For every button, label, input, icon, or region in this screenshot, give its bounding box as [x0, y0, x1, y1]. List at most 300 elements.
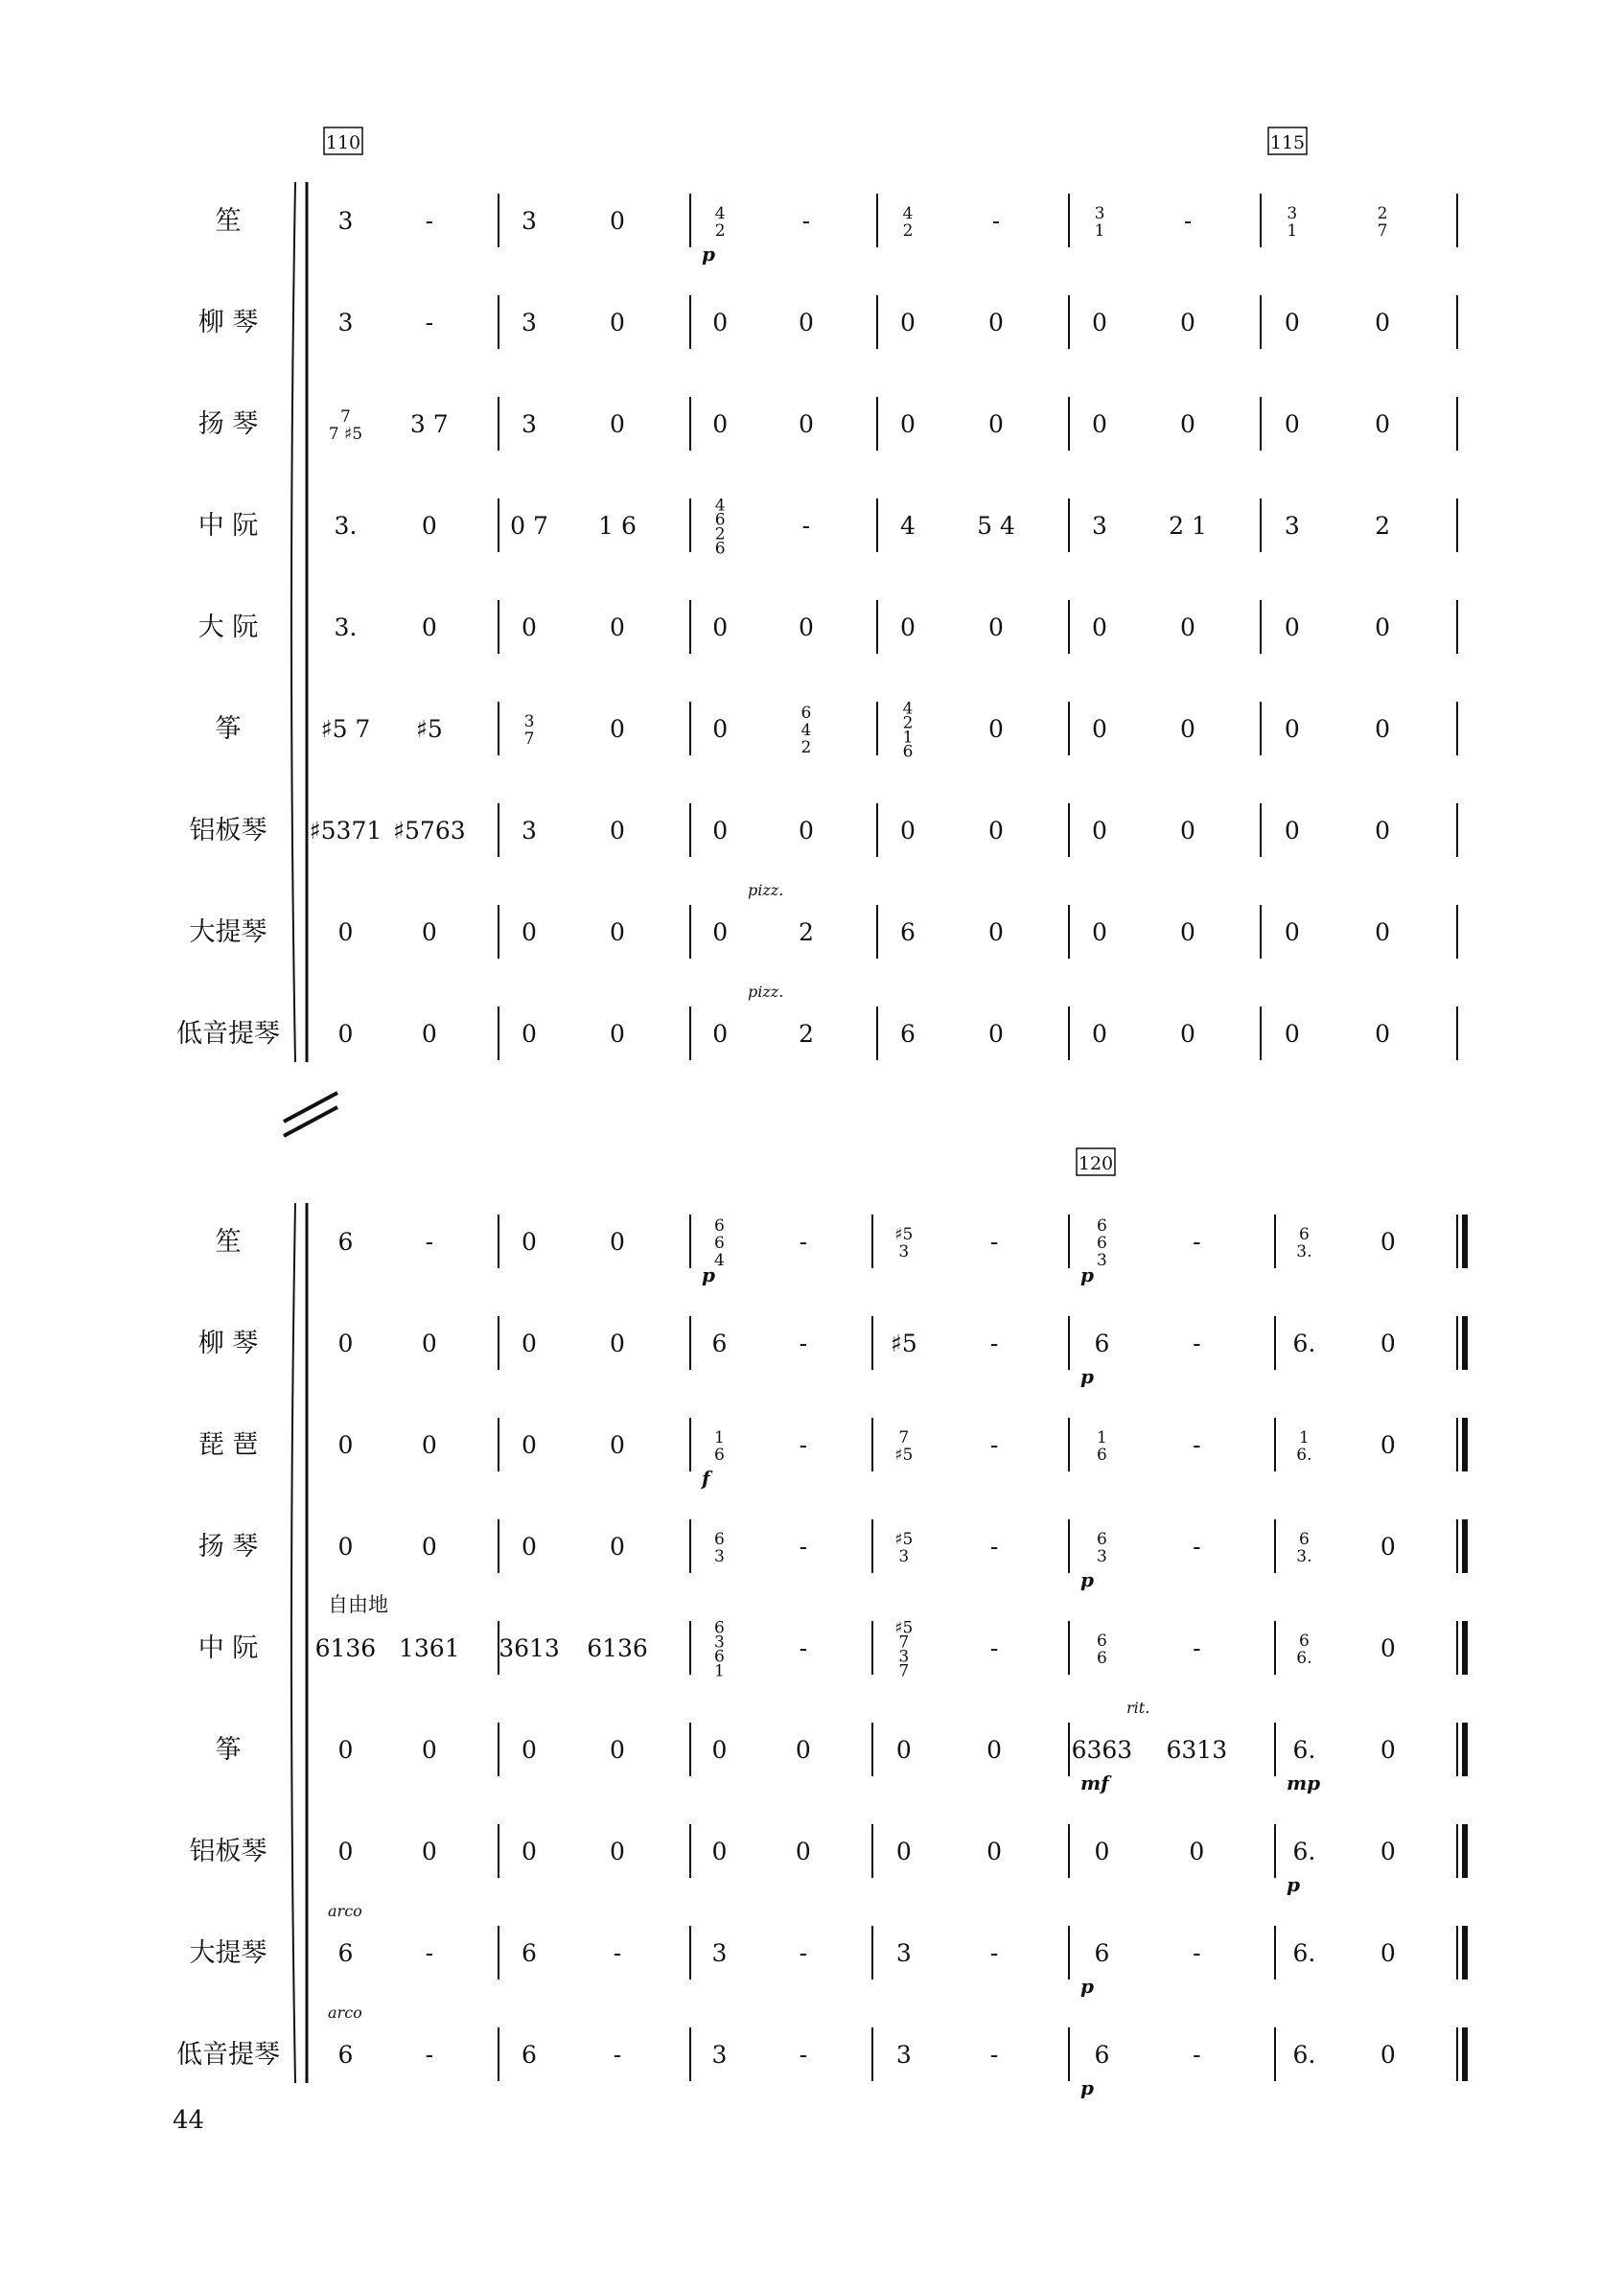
performance-mark: arco [328, 1902, 362, 1920]
chord-note: 3. [1296, 1547, 1312, 1566]
dynamic-mark: p [1080, 1365, 1094, 1388]
note: 2 [798, 918, 814, 946]
note: 0 [610, 614, 625, 641]
note: 3 [895, 1939, 912, 1967]
note: 0 [798, 614, 814, 641]
chord-note: 4 [800, 721, 812, 740]
note: 0 [988, 614, 1004, 641]
chord-note: 6 [713, 1234, 725, 1253]
staff-row [176, 983, 1457, 1060]
note: 0 [1092, 817, 1107, 845]
note: 6 [1094, 1939, 1110, 1967]
note: 0 [900, 309, 916, 336]
note: - [989, 1939, 999, 1967]
instrument-label: 扬 琴 [197, 1532, 259, 1562]
chord-note: 3. [1296, 1242, 1312, 1262]
note: 0 [522, 1736, 537, 1764]
note: 0 [1375, 614, 1391, 641]
performance-mark: rit. [1126, 1699, 1150, 1717]
note: 0 7 [510, 512, 548, 540]
rehearsal-mark: 115 [1269, 132, 1306, 153]
chord-note: 1 [1096, 1428, 1107, 1447]
note: 0 [1284, 410, 1300, 438]
note: 0 [795, 1736, 811, 1764]
note: - [989, 1228, 999, 1256]
chord-note: 7 [898, 1632, 910, 1653]
chord-note: 3 [713, 1632, 725, 1653]
performance-mark: 自由地 [328, 1593, 388, 1616]
note: 6 [900, 1020, 916, 1048]
chord-note: 2 [1377, 204, 1388, 223]
note: 5 4 [977, 512, 1015, 540]
note: 0 [1380, 1228, 1396, 1256]
note: 0 [1094, 1838, 1110, 1865]
chord-note: 3 [1287, 204, 1298, 223]
note: 3 [1284, 512, 1300, 540]
chord-note: 1 [1298, 1428, 1310, 1447]
note: ♯5 [415, 715, 443, 743]
chord-note: 3 [898, 1647, 910, 1667]
note: 0 [610, 309, 625, 336]
note: 0 [712, 918, 729, 946]
note: 0 [900, 817, 916, 845]
note: 0 [900, 410, 916, 438]
dynamic-mark: p [1287, 1873, 1300, 1896]
dynamic-mark: p [1080, 1975, 1094, 1998]
note: - [989, 1431, 999, 1459]
note: 0 [795, 1838, 811, 1865]
note: 0 [895, 1838, 912, 1865]
staff-row [198, 497, 1457, 559]
note: 0 [1284, 1020, 1300, 1048]
note: 0 [1180, 1020, 1195, 1048]
note: 0 [610, 817, 625, 845]
dynamic-mark: p [702, 1263, 715, 1286]
staff-row [216, 1215, 1466, 1286]
chord-note: 7 ♯5 [328, 425, 363, 444]
performance-mark: arco [328, 2003, 362, 2022]
note: 0 [522, 1020, 537, 1048]
chord-note: ♯5 [894, 1225, 914, 1244]
note: 3 [522, 207, 537, 235]
instrument-label: 大提琴 [189, 1938, 267, 1968]
note: 6 [337, 2041, 354, 2069]
instrument-label: 大提琴 [189, 917, 267, 947]
chord-note: 1 [713, 1661, 725, 1681]
staff-row [190, 881, 1458, 959]
chord-note: 6 [1096, 1216, 1107, 1236]
note: 6 [1094, 1330, 1110, 1357]
note: - [799, 1228, 808, 1256]
note: 0 [610, 1736, 625, 1764]
note: 0 [337, 1838, 354, 1865]
note: 2 1 [1169, 512, 1207, 540]
note: 3 [522, 410, 537, 438]
note: 3 [711, 2041, 728, 2069]
staff-row [198, 1593, 1465, 1681]
note: 6 [522, 1939, 537, 1967]
note: 0 [610, 918, 625, 946]
note: 0 [1092, 614, 1107, 641]
note: 3 7 [409, 410, 449, 438]
note: 3 [337, 309, 354, 336]
note: 3. [334, 614, 358, 641]
instrument-label: 扬 琴 [197, 409, 259, 439]
note: 0 [421, 512, 437, 540]
note: 0 [1092, 410, 1107, 438]
note: 0 [337, 1431, 354, 1459]
note: 6 [337, 1939, 354, 1967]
note: - [613, 1939, 622, 1967]
note: 0 [1380, 1330, 1396, 1357]
note: 3 [1092, 512, 1107, 540]
chord-note: 7 [339, 407, 351, 427]
note: 6 [1094, 2041, 1110, 2069]
instrument-label: 大 阮 [197, 613, 259, 642]
note: - [1193, 1634, 1201, 1662]
instrument-label: 柳 琴 [197, 1329, 259, 1358]
note: 0 [988, 1020, 1004, 1048]
chord-note: 3 [898, 1547, 910, 1566]
staff-row [216, 1699, 1466, 1794]
note: 0 [610, 1228, 625, 1256]
chord-note: 6. [1296, 1649, 1312, 1668]
note: 0 [712, 309, 729, 336]
staff-row [198, 600, 1457, 654]
instrument-label: 中 阮 [197, 1633, 259, 1663]
instrument-label: 低音提琴 [176, 1019, 280, 1049]
note: 0 [522, 1330, 537, 1357]
instrument-label: 琵 琶 [197, 1430, 259, 1460]
chord-note: 2 [902, 221, 914, 241]
instrument-label: 筝 [215, 1735, 242, 1765]
note: - [989, 1533, 999, 1561]
dynamic-mark: mp [1287, 1771, 1321, 1794]
note: 0 [712, 614, 729, 641]
chord-note: 6 [713, 1618, 725, 1638]
note: 2 [1375, 512, 1391, 540]
chord-note: 1 [1094, 221, 1105, 241]
note: 6. [1292, 2041, 1316, 2069]
note: 0 [1380, 1634, 1396, 1662]
chord-note: 6 [1096, 1234, 1107, 1253]
chord-note: 6 [714, 539, 726, 559]
note: 0 [337, 918, 354, 946]
note: 6. [1292, 1330, 1316, 1357]
note: - [799, 1431, 808, 1459]
chord-note: ♯5 [894, 1530, 914, 1549]
note: 6136 [587, 1634, 648, 1662]
note: 0 [986, 1838, 1003, 1865]
dynamic-mark: f [702, 1467, 710, 1490]
note: ♯5 7 [320, 715, 371, 743]
chord-note: 6 [713, 1647, 725, 1667]
dynamic-mark: p [702, 243, 715, 266]
note: - [613, 2041, 622, 2069]
note: 0 [337, 1330, 354, 1357]
note: 6 [522, 2041, 537, 2069]
note: 0 [988, 817, 1004, 845]
chord-note: 3 [1096, 1547, 1107, 1566]
staff-row [198, 295, 1457, 349]
chord-note: 3 [523, 712, 535, 731]
chord-note: 6 [800, 704, 812, 723]
note: 0 [610, 410, 625, 438]
staff-row [198, 1418, 1465, 1490]
note: - [799, 1330, 808, 1357]
note: 0 [610, 1533, 625, 1561]
staff-row [198, 397, 1457, 451]
staff-row [190, 1902, 1466, 1998]
note: - [989, 1330, 999, 1357]
note: 0 [1180, 918, 1195, 946]
note: 0 [1380, 1431, 1396, 1459]
note: 0 [610, 1020, 625, 1048]
note: - [425, 309, 434, 336]
dynamic-mark: p [1080, 1568, 1094, 1591]
note: 1 6 [598, 512, 637, 540]
chord-note: 7 [1377, 221, 1388, 241]
dynamic-mark: p [1080, 2076, 1094, 2099]
note: 6. [1292, 1939, 1316, 1967]
note: 6136 [314, 1634, 377, 1662]
chord-note: 2 [714, 524, 726, 544]
note: 6 [337, 1228, 354, 1256]
note: 0 [1284, 309, 1300, 336]
note: - [1193, 1533, 1201, 1561]
note: - [989, 2041, 999, 2069]
note: 6 [711, 1330, 728, 1357]
instrument-label: 低音提琴 [176, 2040, 280, 2070]
note: 0 [711, 1736, 728, 1764]
note: 0 [421, 1736, 437, 1764]
note: 0 [1284, 918, 1300, 946]
note: 0 [1375, 715, 1391, 743]
staff-row [176, 2003, 1465, 2099]
note: 3 [522, 309, 537, 336]
note: 3613 [499, 1634, 560, 1662]
note: ♯5 [890, 1330, 917, 1357]
note: 0 [522, 614, 537, 641]
note: - [1193, 1330, 1201, 1357]
note: 0 [1375, 309, 1391, 336]
note: 4 [900, 512, 916, 540]
note: 0 [610, 207, 625, 235]
chord-note: 1 [713, 1428, 725, 1447]
note: 0 [986, 1736, 1003, 1764]
chord-note: 7 [898, 1428, 910, 1447]
note: 0 [1180, 715, 1195, 743]
note: 0 [522, 1431, 537, 1459]
chord-note: 2 [902, 713, 914, 733]
note: 0 [988, 918, 1004, 946]
dynamic-mark: mf [1080, 1771, 1109, 1794]
chord-note: 6 [1298, 1225, 1310, 1244]
note: 0 [1375, 1020, 1391, 1048]
note: - [1193, 1939, 1201, 1967]
note: 0 [421, 614, 437, 641]
note: 0 [1380, 1736, 1396, 1764]
note: 3 [711, 1939, 728, 1967]
note: - [799, 1634, 808, 1662]
note: 0 [337, 1736, 354, 1764]
score-system-1 [176, 127, 1457, 1062]
rehearsal-mark: 120 [1078, 1153, 1114, 1174]
note: 0 [988, 715, 1004, 743]
note: - [799, 1939, 808, 1967]
instrument-label: 笙 [215, 1227, 242, 1257]
score-system-2 [176, 1148, 1465, 2099]
instrument-label: 铝板琴 [189, 816, 267, 845]
note: - [425, 1228, 434, 1256]
note: - [799, 2041, 808, 2069]
page-number: 44 [173, 2106, 205, 2135]
chord-note: ♯5 [894, 1446, 914, 1465]
note: - [801, 207, 811, 235]
note: 0 [1092, 309, 1107, 336]
chord-note: 3 [713, 1547, 725, 1566]
note: 0 [1284, 715, 1300, 743]
note: 0 [337, 1533, 354, 1561]
note: 0 [421, 918, 437, 946]
chord-note: 1 [1287, 221, 1298, 241]
performance-mark: pizz. [748, 881, 784, 899]
note: 6 [900, 918, 916, 946]
note: - [989, 1634, 999, 1662]
chord-note: 6. [1296, 1446, 1312, 1465]
note: - [1183, 207, 1193, 235]
note: 0 [711, 1838, 728, 1865]
note: - [1193, 2041, 1201, 2069]
note: 6313 [1166, 1736, 1228, 1764]
chord-note: 6 [714, 510, 726, 530]
chord-note: 3 [1096, 1251, 1107, 1270]
note: 0 [522, 1228, 537, 1256]
staff-row [190, 1824, 1466, 1896]
instrument-label: 筝 [215, 714, 242, 744]
note: 0 [1180, 817, 1195, 845]
note: 0 [610, 715, 625, 743]
note: 0 [522, 918, 537, 946]
note: 6. [1292, 1838, 1316, 1865]
note: 0 [1375, 410, 1391, 438]
note: - [799, 1533, 808, 1561]
note: 0 [900, 614, 916, 641]
note: 0 [988, 410, 1004, 438]
chord-note: 7 [523, 729, 535, 749]
chord-note: 6 [1096, 1649, 1107, 1668]
note: 0 [712, 1020, 729, 1048]
chord-note: 6 [1096, 1632, 1107, 1651]
rehearsal-mark: 110 [325, 132, 361, 153]
note: 3. [334, 512, 358, 540]
instrument-label: 柳 琴 [197, 308, 259, 337]
chord-note: 4 [902, 204, 914, 223]
staff-row [216, 194, 1458, 266]
chord-note: 6 [1298, 1530, 1310, 1549]
note: 0 [895, 1736, 912, 1764]
note: 0 [1092, 715, 1107, 743]
note: 0 [1375, 817, 1391, 845]
note: 0 [1380, 1838, 1396, 1865]
note: 0 [712, 410, 729, 438]
note: 6. [1292, 1736, 1316, 1764]
system-brace [291, 1203, 295, 2083]
chord-note: 4 [713, 1251, 725, 1270]
instrument-label: 笙 [215, 206, 242, 236]
chord-note: 3 [898, 1242, 910, 1262]
note: 0 [1380, 1939, 1396, 1967]
note: 0 [522, 1533, 537, 1561]
note: 0 [1380, 1533, 1396, 1561]
note: - [425, 1939, 434, 1967]
dynamic-mark: p [1080, 1263, 1094, 1286]
chord-note: 6 [902, 742, 914, 762]
system-separator [284, 1093, 337, 1122]
note: 0 [421, 1533, 437, 1561]
chord-note: 6 [713, 1216, 725, 1236]
note: - [1193, 1228, 1201, 1256]
note: 0 [421, 1838, 437, 1865]
note: - [425, 2041, 434, 2069]
note: - [1193, 1431, 1201, 1459]
chord-note: 6 [1096, 1530, 1107, 1549]
note: 0 [421, 1431, 437, 1459]
chord-note: 4 [714, 496, 726, 516]
chord-note: 4 [902, 699, 914, 719]
note: 0 [798, 309, 814, 336]
note: ♯5371 [309, 817, 383, 845]
system-separator [284, 1107, 337, 1136]
note: 0 [712, 715, 729, 743]
note: 0 [1092, 1020, 1107, 1048]
note: - [425, 207, 434, 235]
note: - [801, 512, 811, 540]
note: 0 [1180, 309, 1195, 336]
note: 0 [421, 1330, 437, 1357]
staff-row [216, 700, 1458, 762]
staff-row [190, 803, 1458, 857]
chord-note: 6 [1298, 1632, 1310, 1651]
note: 0 [798, 817, 814, 845]
staff-row [198, 1316, 1465, 1388]
note: 0 [1092, 918, 1107, 946]
instrument-label: 中 阮 [197, 511, 259, 541]
note: 0 [1380, 2041, 1396, 2069]
note: 0 [1189, 1838, 1205, 1865]
note: 0 [610, 1838, 625, 1865]
note: - [991, 207, 1001, 235]
chord-note: 7 [898, 1661, 910, 1681]
chord-note: 6 [713, 1446, 725, 1465]
instrument-label: 铝板琴 [189, 1837, 267, 1866]
chord-note: 6 [713, 1530, 725, 1549]
note: 2 [798, 1020, 814, 1048]
note: 3 [895, 2041, 912, 2069]
chord-note: 2 [800, 738, 812, 757]
note: 0 [1375, 918, 1391, 946]
note: 3 [522, 817, 537, 845]
note: 0 [798, 410, 814, 438]
system-brace [291, 182, 295, 1062]
staff-row [198, 1519, 1465, 1591]
note: 0 [1284, 614, 1300, 641]
note: 1361 [398, 1634, 460, 1662]
note: 0 [1180, 410, 1195, 438]
chord-note: ♯5 [894, 1618, 914, 1638]
note: 0 [421, 1020, 437, 1048]
chord-note: 3 [1094, 204, 1105, 223]
